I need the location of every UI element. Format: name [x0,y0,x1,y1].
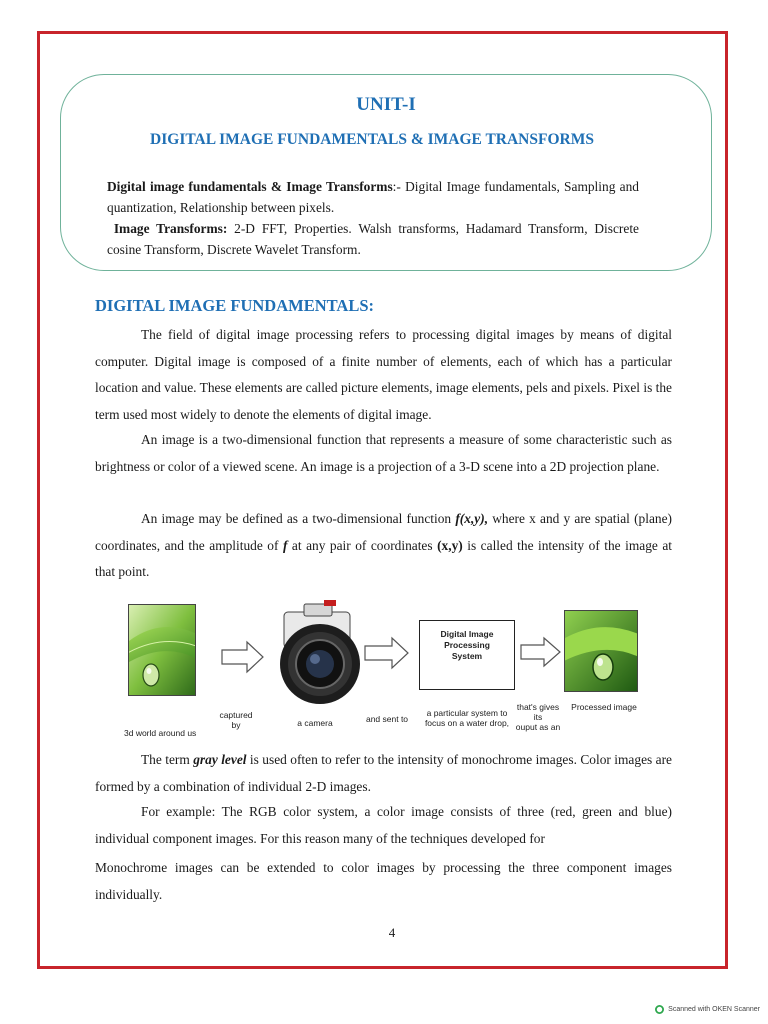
paragraph-4-text-b: is used often to refer to the intensity of monochrome images. Color images are formed by a combination of individual 2-D images. [95,752,673,794]
paragraph-1 [95,322,672,428]
unit-subtitle: DIGITAL IMAGE FUNDAMENTALS & IMAGE TRANSFORMS [150,131,594,148]
arrow-right-icon [520,636,562,668]
paragraph-3 [95,506,672,586]
label-particular-line-1: a particular system to [426,708,508,718]
label-gives [512,702,564,732]
syllabus-line-2 [107,218,639,260]
system-line-2: System [451,651,483,661]
paragraph-3-text-d: is called the intensity of the image at that point. [95,537,672,579]
label-world: 3d world around us [124,728,197,738]
label-captured-line-1: captured [219,710,253,720]
paragraph-6-text: Monochrome images can be extended to color images by processing the three component images individually. [95,860,672,902]
pipeline-figure [124,596,644,746]
paragraph-4-text-a: The term [141,752,194,767]
gray-level-term: gray level [193,752,247,767]
paragraph-5 [95,799,672,852]
syllabus-label-2: Image Transforms: [113,221,228,236]
label-captured-line-2: by [231,720,241,730]
label-particular [420,708,514,728]
amplitude-term: f [282,537,288,553]
paragraph-1-text: The field of digital image processing refers to processing digital images by means of digital computer. Digital image is composed of a finite number of elements, each of which has a particular location and value. These elements are called picture elements, image elements, pels and pixels. Pixel is the term used most widely to denote the elements of digital image. [95,327,672,422]
camera-icon [276,598,362,712]
label-camera: a camera [297,718,333,728]
processing-system-label [421,629,513,662]
arrow-right-icon [221,640,265,674]
paragraph-6 [95,855,672,908]
syllabus-label-1: Digital image fundamentals & Image Transforms [107,179,393,194]
paragraph-2 [95,427,672,480]
syllabus [107,176,639,260]
scanner-text: Scanned with OKEN Scanner [668,1006,760,1013]
processed-photo [564,610,638,692]
label-captured [216,710,256,730]
syllabus-line-1 [107,176,639,218]
unit-title: UNIT-I [356,94,416,115]
page-number: 4 [388,925,396,940]
system-line-1: Digital Image Processing [440,629,494,650]
syllabus-text-1: :- Digital Image fundamentals, Sampling and quantization, Relationship between pixels. [107,179,639,215]
scanner-logo-icon [655,1005,664,1014]
label-processed: Processed image [571,702,637,712]
section-heading: DIGITAL IMAGE FUNDAMENTALS: [95,296,374,315]
coordinates-term: (x,y) [437,537,463,553]
label-particular-line-2: focus on a water drop, [424,718,510,728]
label-gives-line-2: ouput as an [515,722,561,732]
paragraph-3-text-a: An image may be defined as a two-dimensional function [141,511,456,526]
label-sent: and sent to [365,714,409,724]
leaf-photo [128,604,196,696]
arrow-right-icon [364,636,410,670]
scanner-watermark [655,1005,760,1014]
label-gives-line-1: that's gives its [516,702,560,722]
function-term: f(x,y), [455,511,489,526]
paragraph-2-text: An image is a two-dimensional function that represents a measure of some characteristic such as brightness or color of a viewed scene. An image is a projection of a 3-D scene into a 2D projection plane. [95,432,672,474]
paragraph-3-text-b: where x and y are spatial (plane) coordinates, and the amplitude of [95,511,672,553]
paragraph-5-text: For example: The RGB color system, a color image consists of three (red, green and blue) individual component images. For this reason many of the techniques developed for [95,804,672,846]
syllabus-text-2: 2-D FFT, Properties. Walsh transforms, Hadamard Transform, Discrete cosine Transform, Discrete Wavelet Transform. [107,221,639,257]
paragraph-4 [95,747,672,800]
paragraph-3-text-c: at any pair of coordinates [287,537,438,553]
